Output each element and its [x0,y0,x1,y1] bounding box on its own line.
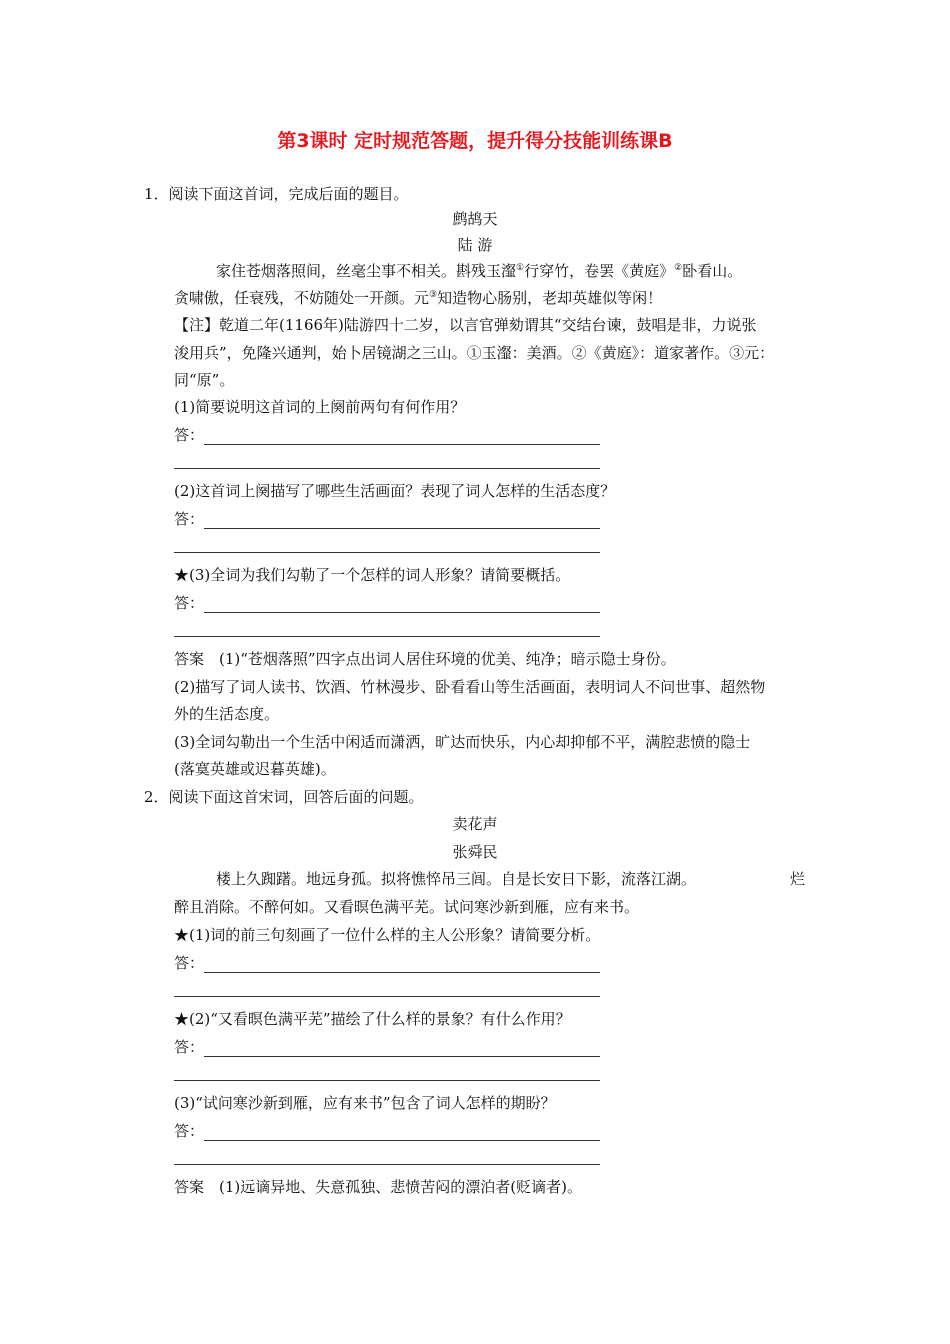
q1-intro: 1．阅读下面这首词，完成后面的题目。 [144,185,409,203]
answer-blank-line[interactable] [204,512,600,529]
q1-poem-line-2a: 贪啸傲，任衰残，不妨随处一开颜。元 [174,289,430,307]
q1-answer-row-3 [174,593,600,613]
footnote-mark-3: ③ [429,290,438,300]
q1-poem-title: 鹧鸪天 [452,210,498,228]
q2-answer-row-3 [174,1121,600,1141]
q2-poem-line-1a: 楼上久踟躇。地远身孤。拟将憔悴吊三闾。自是长安日下影，流落江湖。 [216,870,697,888]
answer-blank-line[interactable] [174,636,600,637]
q1-poem-line-1b: 行穿竹，卷罢《黄庭》 [524,262,675,280]
answer-label: 答： [174,1038,205,1056]
answer-blank-line[interactable] [204,428,600,445]
q1-answer-key-2a: (2)描写了词人读书、饮酒、竹林漫步、卧看看山等生活画面，表明词人不问世事、超然物 [174,678,766,696]
q1-note-line-2: 浚用兵”，免隆兴通判，始卜居镜湖之三山。①玉瀣：美酒。②《黄庭》：道家著作。③元： [174,344,775,362]
q2-poem-line-2: 醉且消除。不醉何如。又看暝色满平芜。试问寒沙新到雁，应有来书。 [174,898,640,916]
q2-poem-line-1b: 烂 [790,870,806,888]
answer-label: 答： [174,426,205,444]
answer-blank-line[interactable] [174,468,600,469]
answer-blank-line[interactable] [174,552,600,553]
q2-poem-title: 卖花声 [452,815,498,833]
answer-blank-line[interactable] [204,596,600,613]
answer-blank-line[interactable] [204,1124,600,1141]
q1-poem-line-2 [174,288,662,308]
answer-label: 答： [174,594,205,612]
answer-blank-line[interactable] [204,956,600,973]
q1-poem-line-1c: 卧看山。 [682,262,743,280]
q1-note-line-3: 同“原”。 [174,371,235,389]
q2-intro: 2．阅读下面这首宋词，回答后面的问题。 [144,788,424,806]
answer-blank-line[interactable] [174,1080,600,1081]
q2-author: 张舜民 [452,843,498,861]
answer-label: 答： [174,510,205,528]
q1-answer-row-2 [174,509,600,529]
footnote-mark-1: ① [516,263,525,273]
q2-sub-question-1: ★(1)词的前三句刻画了一位什么样的主人公形象？请简要分析。 [174,926,601,944]
q2-answer-row-2 [174,1037,600,1057]
q1-sub-question-2: (2)这首词上阕描写了哪些生活画面？表现了词人怎样的生活态度？ [174,482,616,500]
q1-poem-line-2b: 知造物心肠别，老却英雄似等闲！ [437,289,663,307]
page-title: 第3课时 定时规范答题，提升得分技能训练课B [277,130,673,152]
q2-sub-question-2: ★(2)“又看暝色满平芜”描绘了什么样的景象？有什么作用？ [174,1010,571,1028]
answer-blank-line[interactable] [174,996,600,997]
footnote-mark-2: ② [674,263,683,273]
q1-poem-line-1a: 家住苍烟落照间，丝毫尘事不相关。斟残玉瀣 [216,262,517,280]
answer-label: 答： [174,954,205,972]
answer-label: 答： [174,1122,205,1140]
answer-blank-line[interactable] [204,1040,600,1057]
q1-author: 陆 游 [457,236,493,254]
q1-sub-question-3: ★(3)全词为我们勾勒了一个怎样的词人形象？请简要概括。 [174,566,571,584]
q1-answer-key-3a: (3)全词勾勒出一个生活中闲适而潇洒，旷达而快乐，内心却抑郁不平，满腔悲愤的隐士 [174,733,751,751]
answer-blank-line[interactable] [174,1164,600,1165]
q1-note-line-1: 【注】乾道二年(1166年)陆游四十二岁，以言官弹劾谓其“交结台谏，鼓唱是非，力说张 [174,316,757,334]
q2-sub-question-3: (3)“试问寒沙新到雁，应有来书”包含了词人怎样的期盼？ [174,1094,556,1112]
q1-answer-key-3b: (落寞英雄或迟暮英雄)。 [174,760,336,778]
q1-answer-key-1: 答案 (1)“苍烟落照”四字点出词人居住环境的优美、纯净；暗示隐士身份。 [174,650,676,668]
q2-answer-row-1 [174,953,600,973]
q1-answer-key-2b: 外的生活态度。 [174,705,280,723]
q1-answer-row-1 [174,425,600,445]
q2-answer-key-1: 答案 (1)远谪异地、失意孤独、悲愤苦闷的漂泊者(贬谪者)。 [174,1178,582,1196]
q1-sub-question-1: (1)简要说明这首词的上阕前两句有何作用？ [174,398,466,416]
q1-poem-line-1 [216,261,742,281]
